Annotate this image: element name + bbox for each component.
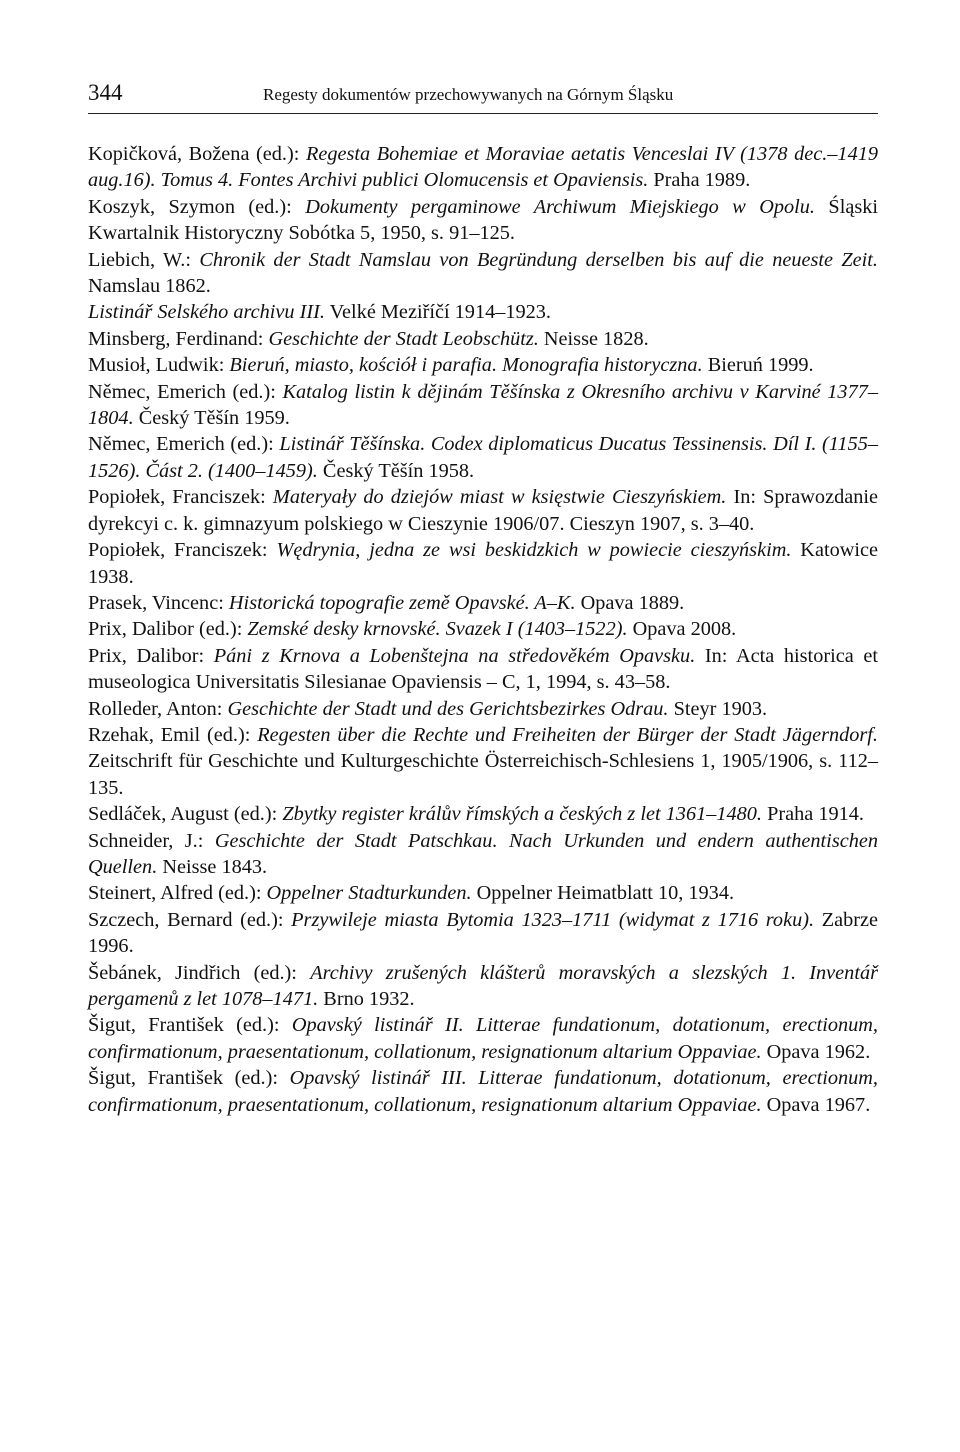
- entry-title: Wędrynia, jedna ze wsi beskidzkich w powiecie cieszyńskim.: [276, 539, 792, 562]
- bibliography-entry: [88, 643, 878, 696]
- entry-text: In: Acta historica et museologica Universitatis Silesianae Opaviensis – C, 1, 1994, s. 43–58.: [88, 644, 879, 694]
- entry-text: Namslau 1862.: [88, 275, 211, 298]
- entry-text: Popiołek, Franciszek:: [88, 486, 273, 509]
- entry-text: Opava 2008.: [627, 618, 737, 641]
- entry-text: Němec, Emerich (ed.):: [88, 380, 283, 403]
- entry-title: Archivy zrušených klášterů moravských a slezských 1. Inventář pergamenů z let 1078–1471.: [88, 961, 878, 1010]
- entry-text: Sedláček, August (ed.):: [88, 803, 283, 826]
- entry-title: Materyały do dziejów miast w księstwie Cieszyńskiem.: [272, 486, 727, 509]
- entry-text: Popiołek, Franciszek:: [88, 539, 277, 562]
- entry-text: Kopičková, Božena (ed.):: [88, 143, 306, 165]
- entry-text: Rolleder, Anton:: [88, 697, 228, 720]
- page-header: [88, 78, 878, 114]
- bibliography-entry: [88, 431, 878, 484]
- bibliography-entry: [88, 907, 878, 960]
- bibliography-entry: [88, 326, 878, 352]
- entry-title: Zbytky register králův římských a českých z let 1361–1480.: [282, 803, 762, 826]
- entry-text: Praha 1989.: [648, 169, 751, 192]
- bibliography-entry: [88, 722, 878, 801]
- entry-text: Neisse 1843.: [157, 855, 268, 878]
- entry-text: Neisse 1828.: [538, 327, 649, 350]
- bibliography-entry: [88, 537, 878, 590]
- entry-text: Szczech, Bernard (ed.):: [88, 908, 292, 931]
- entry-text: Zeitschrift für Geschichte und Kulturgeschichte Österreichisch-Schlesiens 1, 1905/1906, s. 112–135.: [88, 750, 878, 799]
- entry-title: Regesten über die Rechte und Freiheiten der Bürger der Stadt Jägerndorf.: [257, 723, 878, 746]
- entry-title: Dokumenty pergaminowe Archiwum Miejskiego w Opolu.: [305, 195, 815, 218]
- entry-text: Šigut, František (ed.):: [88, 1014, 292, 1037]
- entry-text: Zabrze 1996.: [88, 908, 878, 958]
- bibliography-entry: [88, 590, 878, 616]
- entry-text: Velké Meziříčí 1914–1923.: [324, 301, 552, 324]
- entry-title: Listinář Těšínska. Codex diplomaticus Ducatus Tessinensis. Díl I. (1155–1526). Část 2. (1400–1459).: [88, 433, 878, 482]
- page-number: 344: [88, 80, 123, 105]
- entry-title: Geschichte der Stadt und des Gerichtsbezirkes Odrau.: [227, 697, 669, 720]
- entry-title: Opavský listinář III. Litterae fundationum, dotationum, erectionum, confirmationum, praesentationum, collationum, resignationum altarium Oppaviae.: [88, 1067, 878, 1116]
- entry-title: Katalog listin k dějinám Těšínska z Okresního archivu v Karviné 1377–1804.: [88, 380, 878, 430]
- entry-text: Liebich, W.:: [88, 248, 200, 271]
- entry-title: Chronik der Stadt Namslau von Begründung derselben bis auf die neueste Zeit.: [199, 248, 878, 271]
- header-rule: [88, 113, 878, 114]
- entry-title: Oppelner Stadturkunden.: [266, 882, 472, 905]
- bibliography-entry: [88, 828, 878, 881]
- entry-text: Praha 1914.: [762, 803, 864, 826]
- running-title: Regesty dokumentów przechowywanych na Górnym Śląsku: [263, 85, 674, 104]
- entry-text: Schneider, J.:: [88, 829, 215, 852]
- entry-text: Steinert, Alfred (ed.):: [88, 882, 267, 905]
- entry-title: Historická topografie země Opavské. A–K.: [228, 591, 576, 614]
- bibliography-list: [88, 141, 878, 1118]
- bibliography-entry: [88, 696, 878, 722]
- entry-title: Bieruń, miasto, kościół i parafia. Monografia historyczna.: [229, 354, 703, 377]
- entry-text: Šebánek, Jindřich (ed.):: [88, 961, 311, 984]
- entry-text: Opava 1889.: [575, 591, 685, 614]
- entry-text: Prasek, Vincenc:: [88, 591, 229, 614]
- entry-title: Przywileje miasta Bytomia 1323–1711 (widymat z 1716 roku).: [291, 908, 815, 931]
- entry-title: Geschichte der Stadt Patschkau. Nach Urkunden und endern authentischen Quellen.: [88, 829, 878, 878]
- bibliography-entry: [88, 247, 878, 300]
- entry-title: Opavský listinář II. Litterae fundationum, dotationum, erectionum, confirmationum, praesentationum, collationum, resignationum altarium Oppaviae.: [88, 1014, 878, 1063]
- entry-text: Brno 1932.: [318, 988, 415, 1010]
- entry-text: Musioł, Ludwik:: [88, 354, 230, 377]
- entry-text: Prix, Dalibor (ed.):: [88, 618, 248, 641]
- entry-title: Regesta Bohemiae et Moraviae aetatis Venceslai IV (1378 dec.–1419 aug.16). Tomus 4. Fontes Archivi publici Olomucensis et Opaviensis.: [88, 143, 878, 192]
- entry-text: Český Těšín 1959.: [133, 407, 290, 430]
- entry-text: Němec, Emerich (ed.):: [88, 433, 280, 456]
- entry-text: Oppelner Heimatblatt 10, 1934.: [471, 882, 735, 905]
- entry-text: Opava 1967.: [761, 1093, 871, 1116]
- entry-text: Steyr 1903.: [668, 697, 768, 720]
- entry-text: Opava 1962.: [761, 1040, 871, 1063]
- bibliography-entry: [88, 801, 878, 827]
- entry-title: Listinář Selského archivu III.: [88, 301, 325, 324]
- entry-text: Śląski Kwartalnik Historyczny Sobótka 5, 1950, s. 91–125.: [88, 195, 878, 245]
- bibliography-entry: [88, 194, 878, 247]
- entry-text: Katowice 1938.: [88, 539, 879, 588]
- entry-text: Prix, Dalibor:: [88, 644, 214, 667]
- bibliography-entry: [88, 1012, 878, 1065]
- entry-title: Páni z Krnova a Lobenštejna na středověkém Opavsku.: [213, 644, 696, 667]
- bibliography-entry: [88, 1065, 878, 1118]
- bibliography-entry: [88, 141, 878, 194]
- entry-title: Zemské desky krnovské. Svazek I (1403–1522).: [247, 618, 628, 641]
- bibliography-entry: [88, 616, 878, 642]
- bibliography-entry: [88, 960, 878, 1013]
- bibliography-entry: [88, 880, 878, 906]
- entry-text: Minsberg, Ferdinand:: [88, 327, 269, 350]
- entry-text: Šigut, František (ed.):: [88, 1067, 290, 1090]
- entry-title: Geschichte der Stadt Leobschütz.: [268, 327, 539, 350]
- entry-text: In: Sprawozdanie dyrekcyi c. k. gimnazyum polskiego w Cieszynie 1906/07. Cieszyn 1907, s. 3–40.: [88, 486, 878, 535]
- entry-text: Bieruń 1999.: [702, 354, 814, 377]
- entry-text: Český Těšín 1958.: [317, 459, 475, 482]
- bibliography-entry: [88, 484, 878, 537]
- bibliography-entry: [88, 299, 878, 325]
- entry-text: Rzehak, Emil (ed.):: [88, 723, 258, 746]
- bibliography-entry: [88, 379, 878, 432]
- entry-text: Koszyk, Szymon (ed.):: [88, 195, 306, 218]
- bibliography-entry: [88, 352, 878, 378]
